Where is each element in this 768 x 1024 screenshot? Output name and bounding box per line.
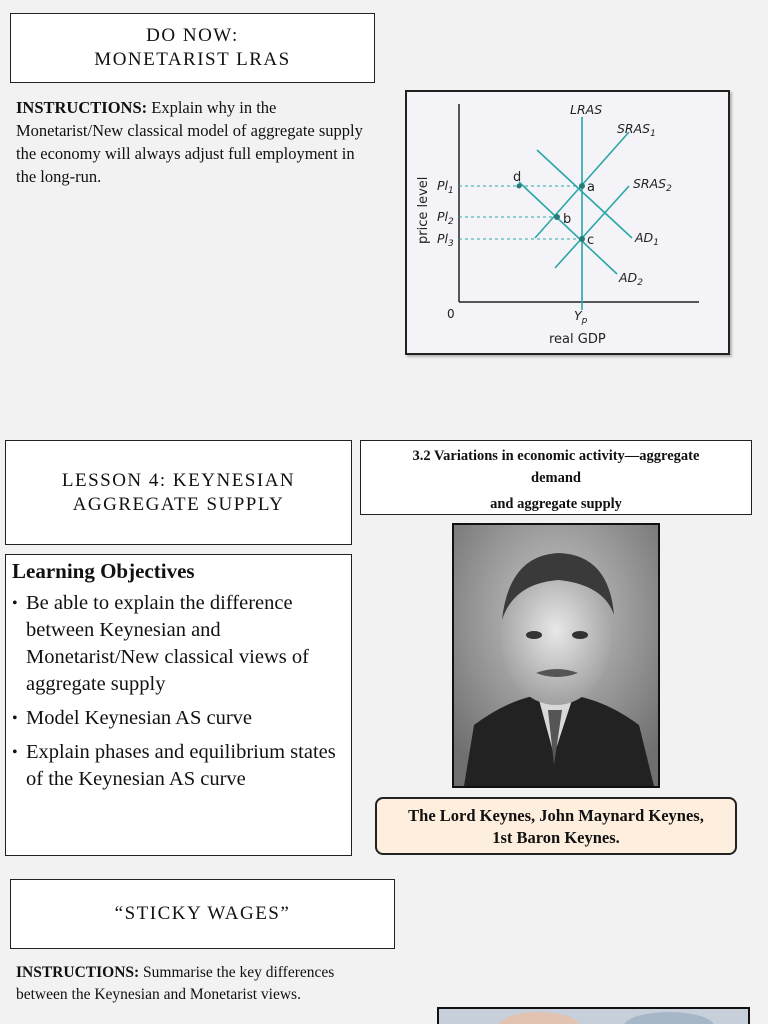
point-b-dot xyxy=(554,214,560,220)
sticky-wages-instructions xyxy=(16,962,386,1006)
point-b-label: b xyxy=(563,212,572,227)
learning-objectives-list xyxy=(12,590,345,793)
do-now-instructions xyxy=(16,96,376,188)
portrait-image xyxy=(454,525,658,786)
sras1-label: $SRAS_1$ xyxy=(617,121,656,139)
do-now-title-line2: MONETARIST LRAS xyxy=(94,49,291,70)
sticky-instructions-text: Summarise the key differences between the Keynesian and Monetarist views. xyxy=(16,964,335,1003)
keynes-caption xyxy=(375,797,737,855)
lesson-title-line1: LESSON 4: KEYNESIAN xyxy=(61,469,296,491)
point-a-label: a xyxy=(587,180,595,195)
yp-label: $Y_p$ xyxy=(574,308,588,326)
bottom-image-partial xyxy=(437,1007,750,1024)
caption-line1: The Lord Keynes, John Maynard Keynes, xyxy=(408,806,704,825)
monetarist-lras-diagram xyxy=(405,90,730,355)
pl3-label: $Pl_3$ xyxy=(437,231,454,249)
keynes-portrait xyxy=(452,523,660,788)
x-axis-label: real GDP xyxy=(549,332,606,347)
ad1-line xyxy=(537,150,632,238)
do-now-title-line1: DO NOW: xyxy=(146,25,239,46)
sticky-instructions-label: INSTRUCTIONS: xyxy=(16,964,140,981)
origin-label: 0 xyxy=(447,307,455,321)
topic-line2: demand xyxy=(531,470,581,486)
point-a-dot xyxy=(579,183,585,189)
learning-objectives-box xyxy=(5,554,352,856)
lesson-title-box xyxy=(5,440,352,545)
sticky-wages-title: “STICKY WAGES” xyxy=(114,903,291,924)
do-now-instructions-label: INSTRUCTIONS: xyxy=(16,98,148,117)
objective-item: • Be able to explain the difference between Keynesian and Monetarist/New classical views of aggregate supply xyxy=(12,590,345,698)
pl1-label: $Pl_1$ xyxy=(437,178,454,196)
pl2-label: $Pl_2$ xyxy=(437,209,454,227)
point-c-label: c xyxy=(587,233,595,248)
ad1-label: $AD_1$ xyxy=(635,230,659,248)
topic-line3: and aggregate supply xyxy=(490,496,622,512)
ad2-label: $AD_2$ xyxy=(619,270,643,288)
learning-objectives-heading: Learning Objectives xyxy=(12,559,195,583)
sticky-wages-title-box xyxy=(10,879,395,949)
lesson-title-line2: AGGREGATE SUPPLY xyxy=(72,493,285,515)
lras-label: LRAS xyxy=(570,102,603,117)
lras-diagram-svg xyxy=(407,92,728,353)
do-now-instructions-text: Explain why in the Monetarist/New classical model of aggregate supply the economy will always adjust full employment in the long-run. xyxy=(16,98,363,186)
ad2-line xyxy=(519,182,617,274)
sras2-label: $SRAS_2$ xyxy=(633,176,672,194)
point-d-label: d xyxy=(513,170,522,185)
point-c-dot xyxy=(579,236,585,242)
caption-line2: 1st Baron Keynes. xyxy=(492,828,620,847)
objective-item: • Model Keynesian AS curve xyxy=(12,705,345,732)
objective-item: • Explain phases and equilibrium states of the Keynesian AS curve xyxy=(12,739,345,793)
y-axis-label: price level xyxy=(416,176,431,244)
topic-box xyxy=(360,440,752,515)
topic-line1: 3.2 Variations in economic activity—aggregate xyxy=(412,448,700,464)
do-now-title-box xyxy=(10,13,375,83)
